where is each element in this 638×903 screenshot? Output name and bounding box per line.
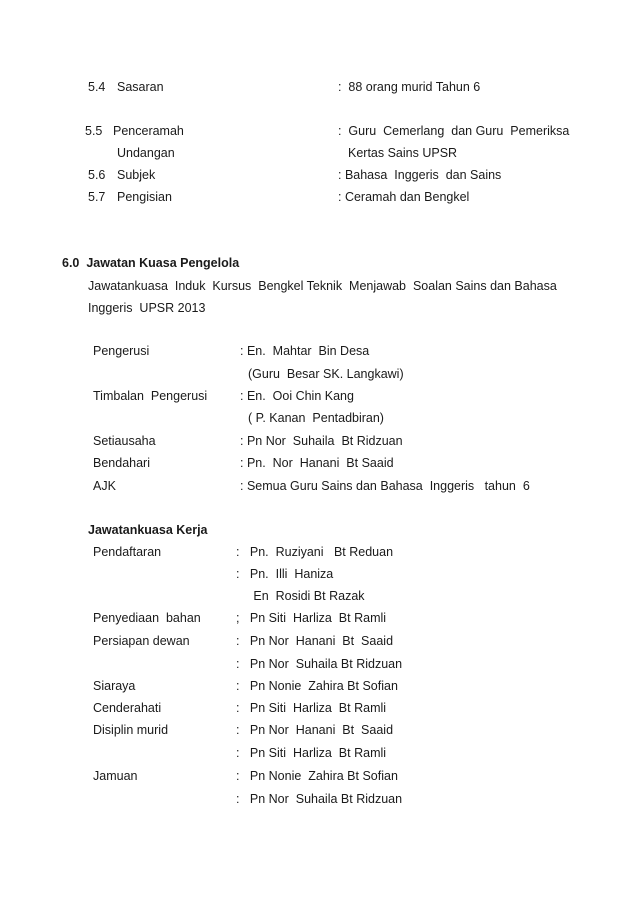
role-value: : Pn. Ruziyani Bt Reduan [236,545,394,559]
role-value: : Pn Nor Suhaila Bt Ridzuan [236,792,403,806]
role-value: : Pn Nor Suhaila Bt Ridzuan [240,434,403,448]
field-label: Subjek [117,168,156,182]
role-label: AJK [93,479,116,493]
role-label: Cenderahati [93,701,162,715]
intro-text: Jawatankuasa Induk Kursus Bengkel Teknik Menjawab Soalan Sains dan Bahasa [88,279,557,293]
role-label: Setiausaha [93,434,156,448]
intro-text: Inggeris UPSR 2013 [88,301,206,315]
section-heading: 6.0 Jawatan Kuasa Pengelola [62,256,240,270]
item-number: 5.4 [88,80,106,94]
role-label: Penyediaan bahan [93,611,201,625]
role-value: : Semua Guru Sains dan Bahasa Inggeris tahun 6 [240,479,530,493]
role-value: : Pn Nonie Zahira Bt Sofian [236,769,398,783]
role-label: Bendahari [93,456,150,470]
item-number: 5.7 [88,190,106,204]
role-value: ; Pn Siti Harliza Bt Ramli [236,611,387,625]
role-value: : Pn Nor Hanani Bt Saaid [236,634,394,648]
role-label: Pengerusi [93,344,150,358]
role-label: Persiapan dewan [93,634,190,648]
field-label: Sasaran [117,80,164,94]
field-value: : 88 orang murid Tahun 6 [338,80,481,94]
role-value: : Pn. Nor Hanani Bt Saaid [240,456,394,470]
item-number: 5.5 [85,124,103,138]
role-value: : Pn Nonie Zahira Bt Sofian [236,679,398,693]
role-value: : Pn. Illi Haniza [236,567,334,581]
role-value: : En. Mahtar Bin Desa [240,344,370,358]
item-number: 5.6 [88,168,106,182]
field-label: Penceramah [113,124,184,138]
role-value: : Pn Nor Hanani Bt Saaid [236,723,394,737]
role-label: Pendaftaran [93,545,162,559]
field-label: Pengisian [117,190,172,204]
role-value: (Guru Besar SK. Langkawi) [248,367,404,381]
role-label: Disiplin murid [93,723,169,737]
field-value: : Guru Cemerlang dan Guru Pemeriksa [338,124,570,138]
role-value: : En. Ooi Chin Kang [240,389,354,403]
role-label: Timbalan Pengerusi [93,389,208,403]
field-label: Undangan [117,146,175,160]
field-value: Kertas Sains UPSR [348,146,458,160]
role-value: : Pn Nor Suhaila Bt Ridzuan [236,657,403,671]
role-value: : Pn Siti Harliza Bt Ramli [236,746,387,760]
role-value: ( P. Kanan Pentadbiran) [248,411,384,425]
role-value: : Pn Siti Harliza Bt Ramli [236,701,387,715]
field-value: : Ceramah dan Bengkel [338,190,470,204]
role-value: En Rosidi Bt Razak [236,589,365,603]
role-label: Jamuan [93,769,138,783]
subsection-heading: Jawatankuasa Kerja [88,523,208,537]
field-value: : Bahasa Inggeris dan Sains [338,168,502,182]
role-label: Siaraya [93,679,136,693]
